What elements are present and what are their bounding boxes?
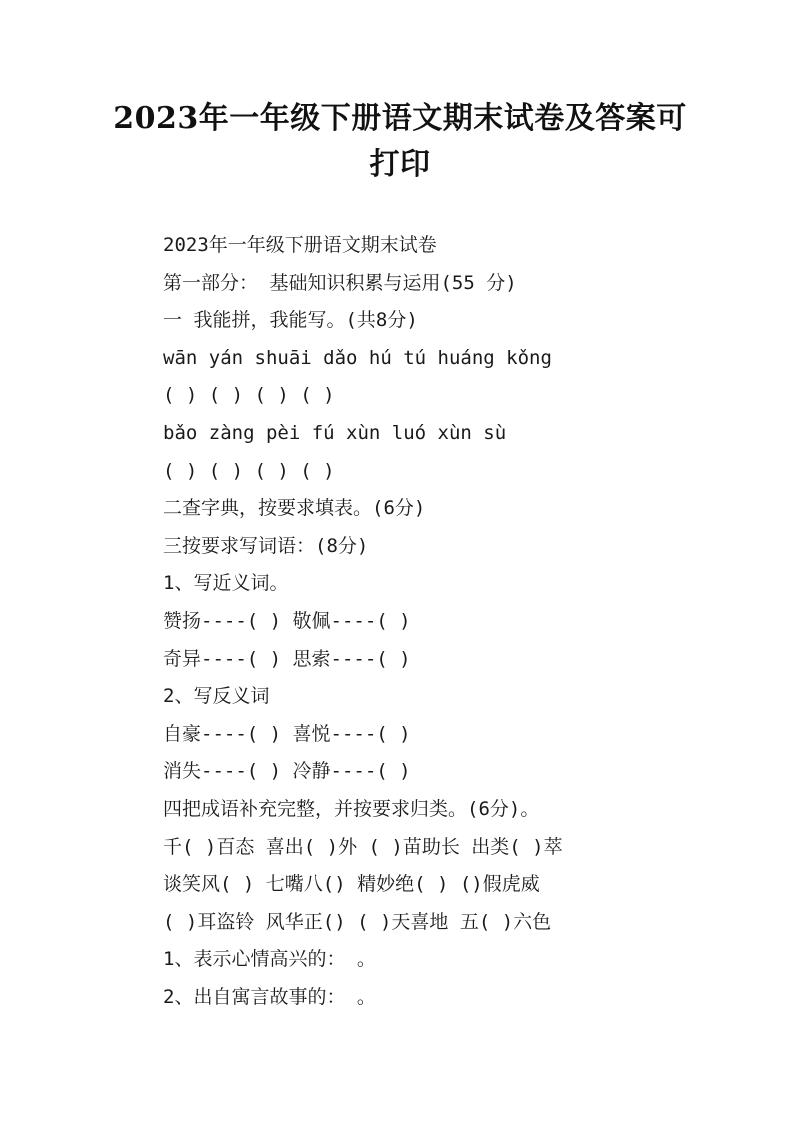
title-line-1: 2023年一年级下册语文期末试卷及答案可 <box>113 101 687 136</box>
pinyin-row-1: wān yán shuāi dǎo hú tú huáng kǒng <box>163 346 552 369</box>
document-body <box>163 227 723 1016</box>
document-title <box>100 96 700 188</box>
classify-fable-line: 2、出自寓言故事的： 。 <box>163 985 376 1008</box>
question-1-heading: 一 我能拼，我能写。(共8分) <box>163 309 418 332</box>
synonyms-row-1: 赞扬----( ) 敬佩----( ) <box>163 609 411 632</box>
section-part-one-heading: 第一部分： 基础知识积累与运用(55 分) <box>163 271 517 294</box>
idiom-row-3: ( )耳盗铃 风华正() ( )天喜地 五( )六色 <box>163 910 552 933</box>
classify-happy-line: 1、表示心情高兴的： 。 <box>163 948 376 971</box>
blank-row-2: ( ) ( ) ( ) ( ) <box>163 459 335 482</box>
idiom-row-2: 谈笑风( ) 七嘴八() 精妙绝( ) ()假虎威 <box>163 873 540 896</box>
question-2-heading: 二查字典，按要求填表。(6分) <box>163 497 426 520</box>
antonyms-heading: 2、写反义词 <box>163 685 270 708</box>
title-line-2: 打印 <box>369 147 431 182</box>
idiom-row-1: 千( )百态 喜出( )外 ( )苗助长 出类( )萃 <box>163 835 563 858</box>
antonyms-row-1: 自豪----( ) 喜悦----( ) <box>163 722 411 745</box>
exam-subtitle: 2023年一年级下册语文期末试卷 <box>163 234 437 256</box>
blank-row-1: ( ) ( ) ( ) ( ) <box>163 384 335 407</box>
pinyin-row-2: bǎo zàng pèi fú xùn luó xùn sù <box>163 421 507 444</box>
synonyms-row-2: 奇异----( ) 思索----( ) <box>163 647 411 670</box>
synonyms-heading: 1、写近义词。 <box>163 572 289 595</box>
antonyms-row-2: 消失----( ) 冷静----( ) <box>163 760 411 783</box>
question-3-heading: 三按要求写词语：(8分) <box>163 534 369 557</box>
question-4-heading: 四把成语补充完整，并按要求归类。(6分)。 <box>163 797 540 820</box>
